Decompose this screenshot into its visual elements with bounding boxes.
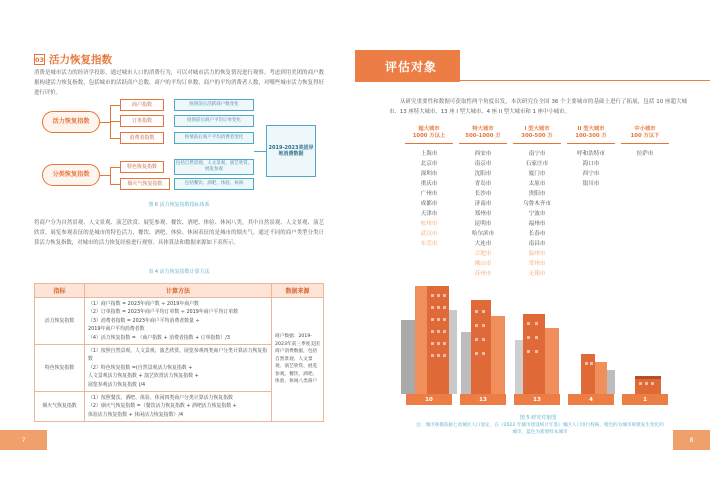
column-range: 300-500 万 [521,132,553,139]
table-header: 计算方法 [85,284,272,298]
city-item: 福州市 [528,221,546,228]
city-item: 长沙市 [474,191,492,198]
method-line: （1）按照餐饮、酒吧、体验、休闲四类商户分类计算活力恢复指数 [88,395,233,402]
column-title: 特大城市 [472,126,494,132]
city-item: 呼和浩特市 [577,151,605,158]
city-item: 长春市 [528,231,546,238]
city-list [513,149,561,279]
connector [110,121,120,122]
city-item: 哈尔滨市 [471,231,495,238]
data-source-node: 2019-2023美团异地消费数据 [266,125,316,177]
banner-rule [460,80,710,81]
city-column-small [621,126,669,159]
connector [110,105,120,106]
category-recovery-index-node: 分类恢复指数 [42,164,100,186]
city-item: 贵阳市 [528,191,546,198]
column-range: 1000 万以上 [412,132,446,139]
city-item: 南宁市 [528,151,546,158]
column-title: 超大城市 [418,126,440,132]
city-item: 南京市 [474,161,492,168]
desc-node: 疫情前后商户平均订单变化 [174,115,254,127]
method-cell [85,392,272,422]
connector [100,122,110,123]
page-number: 8 [673,430,710,450]
city-item: 成都市 [420,201,438,208]
city-list [621,149,669,159]
city-list [567,149,615,189]
column-divider [567,143,615,144]
desc-node: 疫情前后商户平均消费者变化 [174,132,254,144]
page-number: 7 [0,430,47,450]
city-item: 杭州市 [420,221,438,228]
indicator-cell: 特色恢复指数 [35,345,85,392]
count-badge: 4 [568,394,614,405]
data-source-cell: 商户数据：2019-2023年前三季度美团商户消费数据，包括自然景观、人文景观、演艺欣赏、展览参观、餐饮、酒吧、体验、休闲八类商户 [272,298,324,422]
column-range: 100-300 万 [575,132,607,139]
table-caption: 表 4 活力恢复指数计算方法 [148,269,210,275]
connector [110,105,111,139]
column-title: I 型大城市 [524,126,550,132]
city-item: 海口市 [582,161,600,168]
building-type1-icon [515,314,559,394]
city-item: 大连市 [474,241,492,248]
evaluation-paragraph: 从研究重要性和数据可获取性两个角度出发，本次研究在全国 36 个主要城市的基础上进行了拓展，包括 10 座超大城市、13 座特大城市、13 座 I 型大城市、4 座 II 型大城市和 1 座中小城市。 [389,99,687,115]
building-superlarge-icon [461,300,505,394]
count-badge: 13 [514,394,560,405]
city-item: 上海市 [420,151,438,158]
order-index-node: 订单指数 [120,115,164,127]
buildings-illustration [395,270,685,394]
city-item: 厦门市 [528,171,546,178]
method-cell [85,345,272,392]
method-line: （4）活力恢复指数 = （商户指数 + 消费者指数 + 订单指数）/3 [88,334,230,341]
figure-note: 注：城市规模依据七普城区人口划定，在《2022 年城市建设统计年鉴》城区人口进行校核，橙色的为城市规模发生变化的城市，蓝色为新增样本城市 [416,423,664,435]
city-item: 天津市 [420,211,438,218]
city-item: 郑州市 [474,211,492,218]
city-item: 东莞市 [420,241,438,248]
city-item: 无锡市 [528,271,546,278]
connector [110,167,120,168]
city-item: 常州市 [528,261,546,268]
city-item: 宁波市 [528,211,546,218]
connector [254,151,266,152]
feature-index-node: 特色恢复指数 [120,161,164,173]
method-line: （2）特色恢复指数 =(自然景观活力恢复指数 + [88,364,193,371]
method-line: （2）订单指数 = 2023年商户平均订单数 ÷ 2019年商户平均订单数 [88,309,239,316]
column-divider [459,143,507,144]
city-item: 苏州市 [474,271,492,278]
desc-node: 包括自然景观、人文景观、演艺欣赏、展览参观 [174,159,254,175]
method-line: 2019年商户平均消费者数 [88,326,145,333]
city-item: 佛山市 [474,261,492,268]
city-item: 青岛市 [474,181,492,188]
city-item: 重庆市 [420,181,438,188]
section-number: 03 [34,55,45,64]
column-title: II 型大城市 [577,126,605,132]
city-item: 沈阳市 [474,171,492,178]
city-item: 拉萨市 [636,151,654,158]
column-divider [405,143,453,144]
method-line: 展览参观活力恢复指数 )/4 [88,381,146,388]
desc-node: 疫情前后活跃商户数变化 [174,99,254,111]
merchant-index-node: 商户指数 [120,99,164,111]
method-cell [85,298,272,345]
method-paragraph: 将商户分为自然景观、人文景观、演艺欣赏、展览参观、餐饮、酒吧、体验、休闲八类，其中自然景观、人文景观、演艺欣赏、展览参观表征的是城市的特色活力，餐饮、酒吧、体验、休闲表征的是城市的烟火气。通过不同的商户类型分类计算活力恢复指数，对城市的活力恢复经验进行观察。具体算法和数据来源如下表所示。 [34,220,324,246]
table-header-row [35,284,324,298]
right-page [355,0,710,481]
method-line: （2）烟火气恢复指数 =（餐饮活力恢复指数 + 酒吧活力恢复指数 + [88,403,237,410]
count-badge: 10 [406,394,452,405]
count-badge: 1 [622,394,668,405]
city-item: 太原市 [528,181,546,188]
city-column-type2-large [567,126,615,189]
table-header: 指标 [35,284,85,298]
count-badge: 13 [460,394,506,405]
city-item: 南昌市 [528,241,546,248]
city-item: 乌鲁木齐市 [523,201,551,208]
section-title: 活力恢复指数 [49,54,112,66]
method-line: 人文景观活力恢复指数 + 演艺欣赏活力恢复指数 + [88,373,199,380]
figure-caption: 图 5 研究对象图 [519,415,557,421]
section-banner: 评估对象 [355,50,460,82]
city-list [459,149,507,279]
indicator-cell: 烟火气恢复指数 [35,392,85,422]
table-row [35,298,324,345]
column-range: 100 万以下 [630,132,660,139]
method-line: （3）消费者指数 = 2023年商户平均消费者数量 ÷ [88,317,200,324]
city-item: 北京市 [420,161,438,168]
city-item: 济南市 [474,201,492,208]
index-system-diagram [34,101,324,208]
indicator-cell: 活力恢复指数 [35,298,85,345]
connector [110,167,111,184]
city-item: 银川市 [582,181,600,188]
city-item: 广州市 [420,191,438,198]
method-line: （1）商户指数 = 2023年商户数 ÷ 2019年商户数 [88,301,199,307]
method-line: （1）按照自然景观、人文景观、演艺欣赏、展览参观四类商户分类计算活力恢复指数 [88,348,268,363]
city-column-type1-large [513,126,561,279]
city-column-megacity [405,126,453,249]
city-item: 合肥市 [474,251,492,258]
vitality-recovery-index-node: 活力恢复指数 [42,111,100,133]
city-item: 石家庄市 [525,161,549,168]
figure-caption: 图 6 活力恢复指数指标体系 [148,202,210,208]
city-column-super-large [459,126,507,279]
desc-node: 包括餐饮、酒吧、体验、休闲 [174,178,254,190]
method-line: 体验活力恢复指数 + 休闲活力恢复指数）/4 [88,411,184,418]
city-item: 温州市 [528,251,546,258]
city-list [405,149,453,249]
table-header: 数据来源 [272,284,324,298]
city-item: 西宁市 [582,171,600,178]
city-item: 西安市 [474,151,492,158]
city-item: 武汉市 [420,231,438,238]
column-range: 500-1000 万 [465,132,501,139]
column-title: 中小城市 [634,126,656,132]
fireworks-index-node: 烟火气恢复指数 [120,178,170,190]
connector [100,175,110,176]
column-divider [621,143,669,144]
city-item: 深圳市 [420,171,438,178]
intro-paragraph: 消费是城市活力的经济学投影，通过城市人口的消费行为，可以对城市活力的恢复情况进行观察。考虑到用美团的商户数据构建活力恢复指数，包括城市的活跃商户总数、商户的平均订单数、商户的平均消费者人数，对哪些城市活力恢复得好进行评价。 [34,70,324,96]
building-type2-icon [581,354,615,394]
column-divider [513,143,561,144]
calculation-method-table [34,283,324,422]
city-item: 昆明市 [474,221,492,228]
connector [110,138,120,139]
building-megacity-icon [401,286,457,394]
connector [110,184,120,185]
section-heading [34,52,112,67]
consumer-index-node: 消费者指数 [120,132,164,144]
